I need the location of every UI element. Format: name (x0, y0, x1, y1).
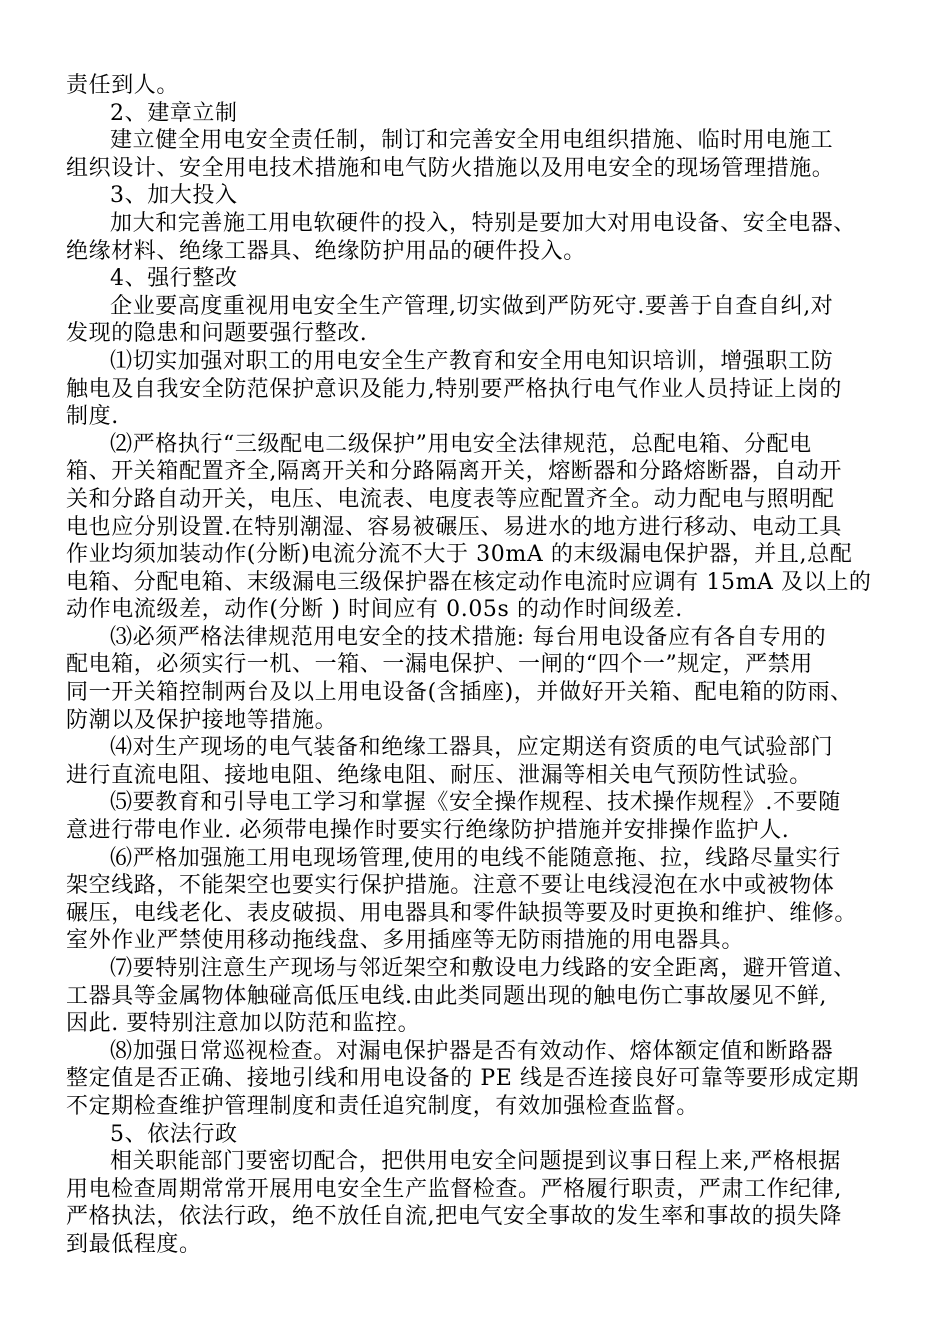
text-line: 作业均须加装动作(分断)电流分流不大于 30mA 的末级漏电保护器，并且,总配 (66, 542, 853, 568)
text-line: 组织设计、安全用电技术措施和电气防火措施以及用电安全的现场管理措施。 (66, 155, 835, 181)
text-line: 建立健全用电安全责任制，制订和完善安全用电组织措施、临时用电施工 (110, 128, 834, 154)
text-line: ⑹严格加强施工用电现场管理,使用的电线不能随意拖、拉，线路尽量实行 (110, 845, 841, 871)
section-heading: 3、加大投入 (110, 183, 238, 209)
section-heading: 2、建章立制 (110, 100, 238, 126)
text-line: 制度. (66, 404, 119, 430)
document-page (66, 72, 898, 1259)
text-line: 动作电流级差，动作(分断 ) 时间应有 0.05s 的动作时间级差. (66, 597, 683, 623)
text-line: 企业要高度重视用电安全生产管理,切实做到严防死守.要善于自查自纠,对 (110, 293, 834, 319)
text-line: 绝缘材料、绝缘工器具、绝缘防护用品的硬件投入。 (66, 238, 586, 264)
text-line: 严格执法，依法行政，绝不放任自流,把电气安全事故的发生率和事故的损失降 (66, 1204, 842, 1230)
text-line: 工器具等金属物体触碰高低压电线.由此类同题出现的触电伤亡事故屡见不鲜, (66, 983, 827, 1009)
text-line: ⑶必须严格法律规范用电安全的技术措施: 每台用电设备应有各自专用的 (110, 624, 827, 650)
text-line: 电也应分别设置.在特别潮湿、容易被碾压、易进水的地方进行移动、电动工具 (66, 514, 842, 540)
text-line: 相关职能部门要密切配合，把供用电安全问题提到议事日程上来,严格根据 (110, 1149, 841, 1175)
text-line: ⑺要特别注意生产现场与邻近架空和敷设电力线路的安全距离，避开管道、 (110, 956, 856, 981)
text-line: 加大和完善施工用电软硬件的投入，特别是要加大对用电设备、安全电器、 (110, 210, 856, 236)
text-line: 触电及自我安全防范保护意识及能力,特别要严格执行电气作业人员持证上岗的 (66, 376, 842, 402)
text-line: 整定值是否正确、接地引线和用电设备的 PE 线是否连接良好可靠等要形成定期 (66, 1066, 860, 1092)
text-line: 责任到人。 (66, 73, 180, 98)
section-heading: 4、强行整改 (110, 266, 238, 292)
text-line: 关和分路自动开关，电压、电流表、电度表等应配置齐全。动力配电与照明配 (66, 486, 835, 512)
text-line: 同一开关箱控制两台及以上用电设备(含插座)，并做好开关箱、配电箱的防雨、 (66, 680, 853, 706)
section-heading: 5、依法行政 (110, 1121, 238, 1147)
text-line: ⑴切实加强对职工的用电安全生产教育和安全用电知识培训，增强职工防 (110, 348, 834, 374)
text-line: 不定期检查维护管理制度和责任追究制度，有效加强检查监督。 (66, 1093, 699, 1119)
text-line: 到最低程度。 (66, 1231, 202, 1257)
text-line: ⑻加强日常巡视检查。对漏电保护器是否有效动作、熔体额定值和断路器 (110, 1038, 834, 1064)
text-line: ⑵严格执行“三级配电二级保护”用电安全法律规范，总配电箱、分配电 (110, 431, 812, 457)
text-line: 发现的隐患和问题要强行整改. (66, 321, 368, 347)
text-line: 箱、开关箱配置齐全,隔离开关和分路隔离开关，熔断器和分路熔断器，自动开 (66, 459, 842, 485)
text-line: 防潮以及保护接地等措施。 (66, 707, 338, 733)
text-line: 进行直流电阻、接地电阻、绝缘电阻、耐压、泄漏等相关电气预防性试验。 (66, 762, 812, 788)
text-line: 意进行带电作业. 必须带电操作时要实行绝缘防护措施并安排操作监护人. (66, 818, 790, 844)
text-line: 架空线路，不能架空也要实行保护措施。注意不要让电线浸泡在水中或被物体 (66, 873, 835, 899)
text-line: 室外作业严禁使用移动拖线盘、多用插座等无防雨措施的用电器具。 (66, 928, 745, 954)
text-line: ⑷对生产现场的电气装备和绝缘工器具，应定期送有资质的电气试验部门 (110, 735, 834, 761)
text-line: 电箱、分配电箱、末级漏电三级保护器在核定动作电流时应调有 15mA 及以上的 (66, 569, 872, 595)
text-line: 因此. 要特别注意加以防范和监控。 (66, 1011, 421, 1037)
text-line: ⑸要教育和引导电工学习和掌握《安全操作规程、技术操作规程》.不要随 (110, 790, 841, 816)
document-body (66, 72, 898, 1259)
text-line: 碾压，电线老化、表皮破损、用电器具和零件缺损等要及时更换和维护、维修。 (66, 900, 858, 926)
text-line: 配电箱，必须实行一机、一箱、一漏电保护、一闸的“四个一”规定，严禁用 (66, 652, 813, 678)
text-line: 用电检查周期常常开展用电安全生产监督检查。严格履行职责，严肃工作纪律, (66, 1176, 842, 1202)
